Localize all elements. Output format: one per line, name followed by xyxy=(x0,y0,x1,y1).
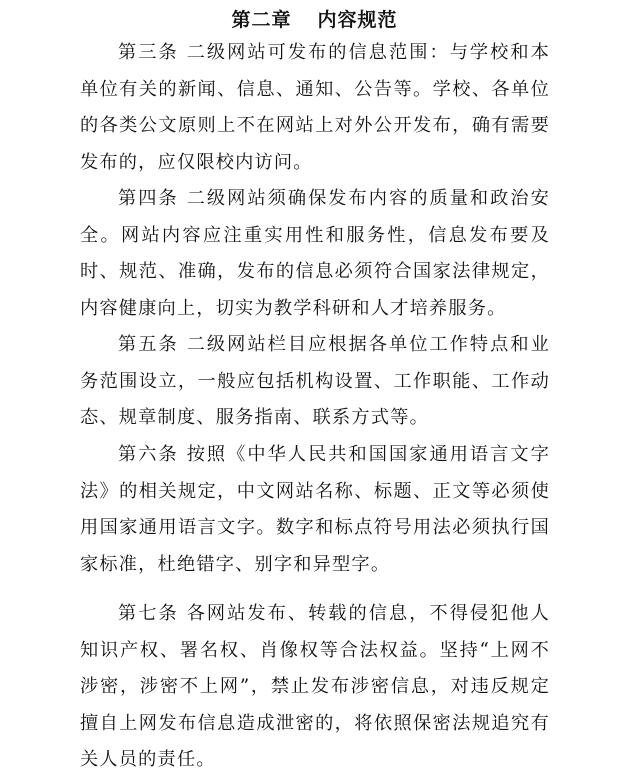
article-text: 二级网站栏目应根据各单位工作特点和业务范围设立，一般应包括机构设置、工作职能、工作动态、规章制度、服务指南、联系方式等。 xyxy=(80,334,550,429)
article-text: 二级网站可发布的信息范围：与学校和本单位有关的新闻、信息、通知、公告等。学校、各单位的各类公文原则上不在网站上对外公开发布，确有需要发布的，应仅限校内访问。 xyxy=(80,42,550,173)
article-label: 第三条 xyxy=(118,42,179,63)
article-label: 第七条 xyxy=(118,603,179,624)
article-text: 各网站发布、转载的信息，不得侵犯他人知识产权、署名权、肖像权等合法权益。坚持“上网不涉密，涉密不上网”，禁止发布涉密信息，对违反规定擅自上网发布信息造成泄密的，将依照保密法规追究有关人员的责任。 xyxy=(80,603,550,771)
article-3 xyxy=(80,35,550,181)
article-4 xyxy=(80,181,550,327)
chapter-number: 第二章 xyxy=(231,9,292,31)
article-label: 第四条 xyxy=(118,188,179,209)
article-label: 第五条 xyxy=(118,334,179,355)
article-label: 第六条 xyxy=(118,444,179,465)
chapter-title xyxy=(0,8,629,32)
article-5 xyxy=(80,327,550,437)
article-6 xyxy=(80,437,550,583)
article-text: 二级网站须确保发布内容的质量和政治安全。网站内容应注重实用性和服务性，信息发布要及时、规范、准确，发布的信息必须符合国家法律规定，内容健康向上，切实为教学科研和人才培养服务。 xyxy=(80,188,550,319)
article-text: 按照《中华人民共和国国家通用语言文字法》的相关规定，中文网站名称、标题、正文等必须使用国家通用语言文字。数字和标点符号用法必须执行国家标准，杜绝错字、别字和异型字。 xyxy=(80,444,550,575)
chapter-heading: 内容规范 xyxy=(317,9,398,31)
article-7 xyxy=(80,596,550,779)
